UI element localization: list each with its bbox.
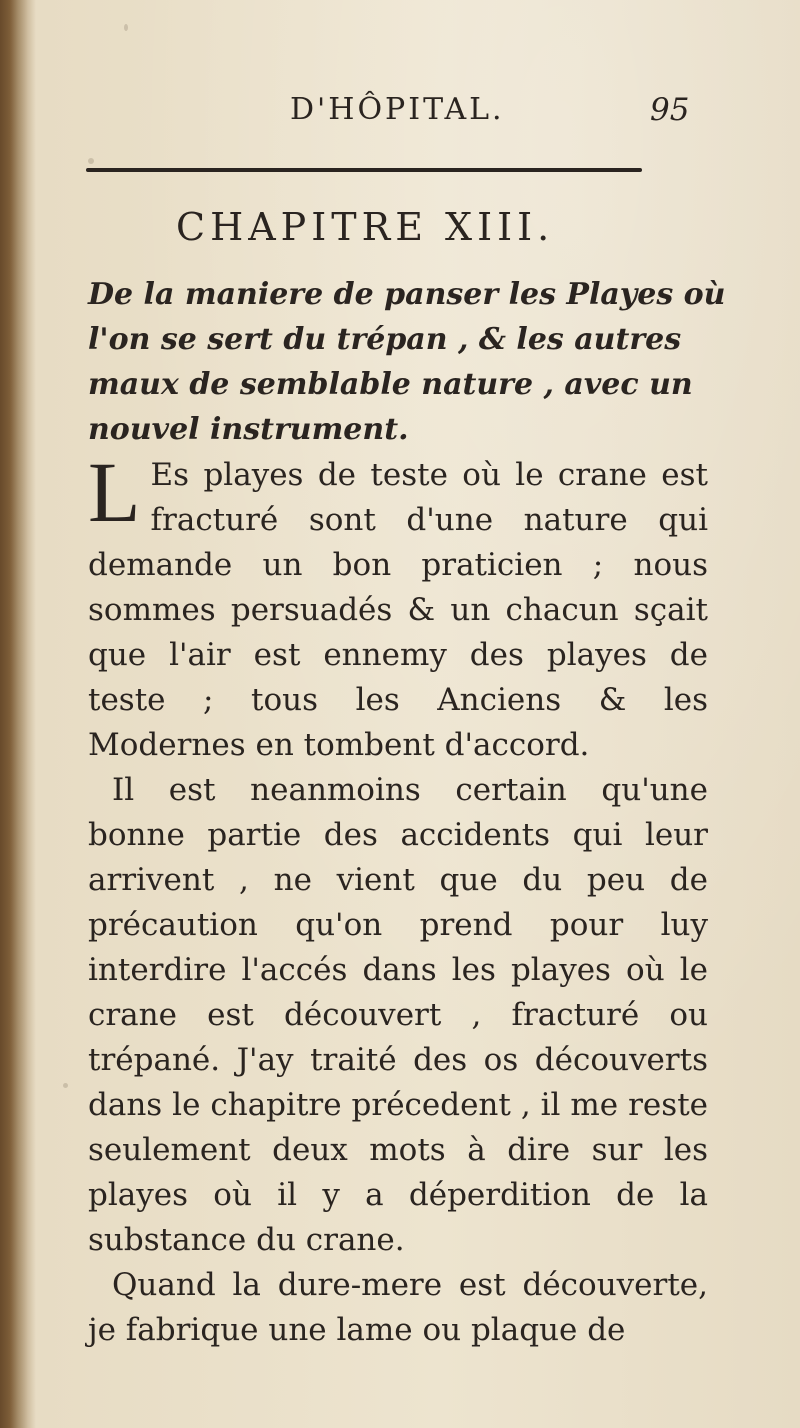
chapter-title: CHAPITRE XIII. [176, 205, 555, 249]
header-rule [86, 168, 642, 172]
ink-spot [124, 24, 128, 31]
paragraph-2: Il est neanmoins certain qu'une bonne partie des accidents qui leur arrivent , ne vient que du peu de précaution qu'on prend pour luy interdire l'accés dans les playes où le crane est découvert , fracturé ou trépané. J'ay traité des os découverts dans le chapitre précedent , il me reste seulement deux mots à dire sur les playes où il y a déperdition de la substance du crane. [88, 772, 708, 1258]
paragraph-1 [88, 444, 708, 768]
paragraph-3: Quand la dure-mere est découverte, je fabrique une lame ou plaque de [88, 1267, 708, 1348]
body-text [88, 444, 708, 1353]
chapter-subtitle: De la maniere de panser les Playes où l'on se sert du trépan , & les autres maux de semblable nature , avec un nouvel instrument. [88, 277, 726, 447]
page-header [110, 92, 720, 144]
ink-spot [88, 158, 94, 164]
ink-spot [63, 1083, 68, 1088]
running-head: D'HÔPITAL. [290, 92, 505, 127]
drop-cap: L [88, 444, 141, 540]
binding-shadow [0, 0, 28, 1428]
paragraph-1-text: Es playes de teste où le crane est fracturé sont d'une nature qui demande un bon praticien ; nous sommes persuadés & un chacun sçait que l'air est ennemy des playes de teste ; tous les Anciens & les Modernes en tombent d'accord. [88, 457, 708, 763]
page-number: 95 [650, 92, 690, 128]
